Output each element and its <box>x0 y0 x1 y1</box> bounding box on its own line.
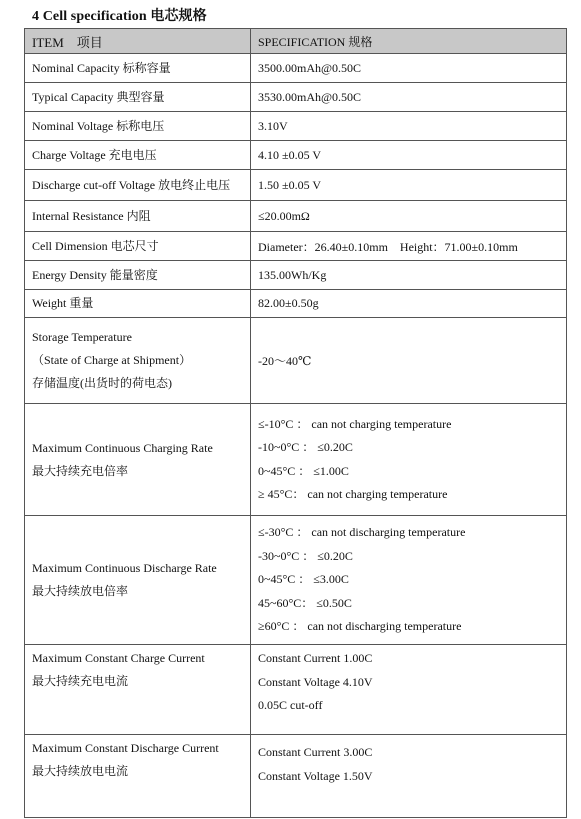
table-row <box>25 516 567 645</box>
item-label: 存储温度(出货时的荷电态) <box>32 376 172 390</box>
spec-cell <box>251 141 567 170</box>
spec-cell <box>251 318 567 404</box>
table-row <box>25 735 567 818</box>
spec-value: Constant Voltage 4.10V <box>258 674 373 689</box>
spec-value: -20～40℃ <box>258 354 312 368</box>
item-label: Cell Dimension 电芯尺寸 <box>32 238 159 253</box>
item-cell <box>25 516 251 645</box>
spec-value: ≤-30°C ： can not discharging temperature <box>258 525 466 540</box>
spec-value: 1.50 ±0.05 V <box>258 177 322 192</box>
table-row <box>25 201 567 232</box>
spec-cell <box>251 112 567 141</box>
spec-value: ≤20.00mΩ <box>258 208 310 223</box>
spec-value: 0.05C cut-off <box>258 698 323 712</box>
spec-value: 0~45°C ： ≤1.00C <box>258 463 349 478</box>
item-cell <box>25 141 251 170</box>
table-row <box>25 83 567 112</box>
item-label: 最大持续充电电流 <box>32 674 129 688</box>
item-label: Nominal Capacity 标称容量 <box>32 60 171 75</box>
table-row <box>25 645 567 735</box>
item-column-header: ITEM 项目 <box>25 29 251 54</box>
item-cell <box>25 112 251 141</box>
spec-value: ≥60°C ： can not discharging temperature <box>258 619 462 634</box>
spec-cell <box>251 645 567 735</box>
spec-cell <box>251 54 567 83</box>
spec-value: Constant Current 3.00C <box>258 745 373 759</box>
item-label: Weight 重量 <box>32 296 94 310</box>
spec-value: Constant Current 1.00C <box>258 651 373 665</box>
table-row <box>25 141 567 170</box>
spec-value: -10~0°C ： ≤0.20C <box>258 440 353 454</box>
spec-table <box>24 28 567 818</box>
item-label: Energy Density 能量密度 <box>32 267 158 282</box>
item-cell <box>25 735 251 818</box>
table-row <box>25 318 567 404</box>
item-label: Maximum Constant Charge Current <box>32 651 205 665</box>
spec-cell <box>251 735 567 818</box>
spec-value: 45~60°C： ≤0.50C <box>258 595 352 610</box>
spec-value: Constant Voltage 1.50V <box>258 768 373 783</box>
item-cell <box>25 54 251 83</box>
spec-cell <box>251 201 567 232</box>
table-row <box>25 170 567 201</box>
item-label: Discharge cut-off Voltage 放电终止电压 <box>32 177 231 192</box>
spec-value: 4.10 ±0.05 V <box>258 147 322 162</box>
spec-value: 82.00±0.50g <box>258 296 319 310</box>
item-cell <box>25 83 251 112</box>
spec-value: Diameter：26.40±0.10mm Height：71.00±0.10mm <box>258 239 518 254</box>
spec-cell <box>251 290 567 318</box>
spec-cell <box>251 232 567 261</box>
spec-value: 3500.00mAh@0.50C <box>258 60 362 75</box>
spec-value: 3.10V <box>258 118 288 133</box>
item-label: （State of Charge at Shipment） <box>32 353 192 367</box>
spec-cell <box>251 516 567 645</box>
item-label: 最大持续放电电流 <box>32 764 129 778</box>
item-label: 最大持续充电倍率 <box>32 463 129 478</box>
item-label: Storage Temperature <box>32 330 132 344</box>
table-row <box>25 54 567 83</box>
item-label: 最大持续放电倍率 <box>32 584 129 598</box>
table-row <box>25 232 567 261</box>
spec-value: 135.00Wh/Kg <box>258 267 327 282</box>
item-cell <box>25 318 251 404</box>
table-row <box>25 404 567 516</box>
table-row <box>25 261 567 290</box>
item-label: Maximum Constant Discharge Current <box>32 741 219 755</box>
spec-cell <box>251 261 567 290</box>
item-label: Typical Capacity 典型容量 <box>32 89 165 104</box>
spec-cell <box>251 83 567 112</box>
item-label: Nominal Voltage 标称电压 <box>32 118 165 133</box>
item-cell <box>25 201 251 232</box>
spec-value: 0~45°C ： ≤3.00C <box>258 572 349 587</box>
specification-column-header: SPECIFICATION 规格 <box>251 29 567 54</box>
item-label: Maximum Continuous Discharge Rate <box>32 561 217 575</box>
item-cell <box>25 261 251 290</box>
table-row <box>25 112 567 141</box>
spec-cell <box>251 404 567 516</box>
section-title: 4 Cell specification 电芯规格 <box>32 9 207 24</box>
item-cell <box>25 404 251 516</box>
spec-value: ≤-10°C ： can not charging temperature <box>258 416 452 431</box>
spec-value: 3530.00mAh@0.50C <box>258 89 362 104</box>
item-cell <box>25 232 251 261</box>
spec-cell <box>251 170 567 201</box>
item-label: Maximum Continuous Charging Rate <box>32 440 213 455</box>
spec-value: -30~0°C ： ≤0.20C <box>258 548 353 563</box>
item-label: Charge Voltage 充电电压 <box>32 147 157 162</box>
item-cell <box>25 645 251 735</box>
item-cell <box>25 290 251 318</box>
table-header-row <box>25 29 567 54</box>
spec-value: ≥ 45°C： can not charging temperature <box>258 487 448 501</box>
item-label: Internal Resistance 内阻 <box>32 208 151 223</box>
table-row <box>25 290 567 318</box>
item-cell <box>25 170 251 201</box>
